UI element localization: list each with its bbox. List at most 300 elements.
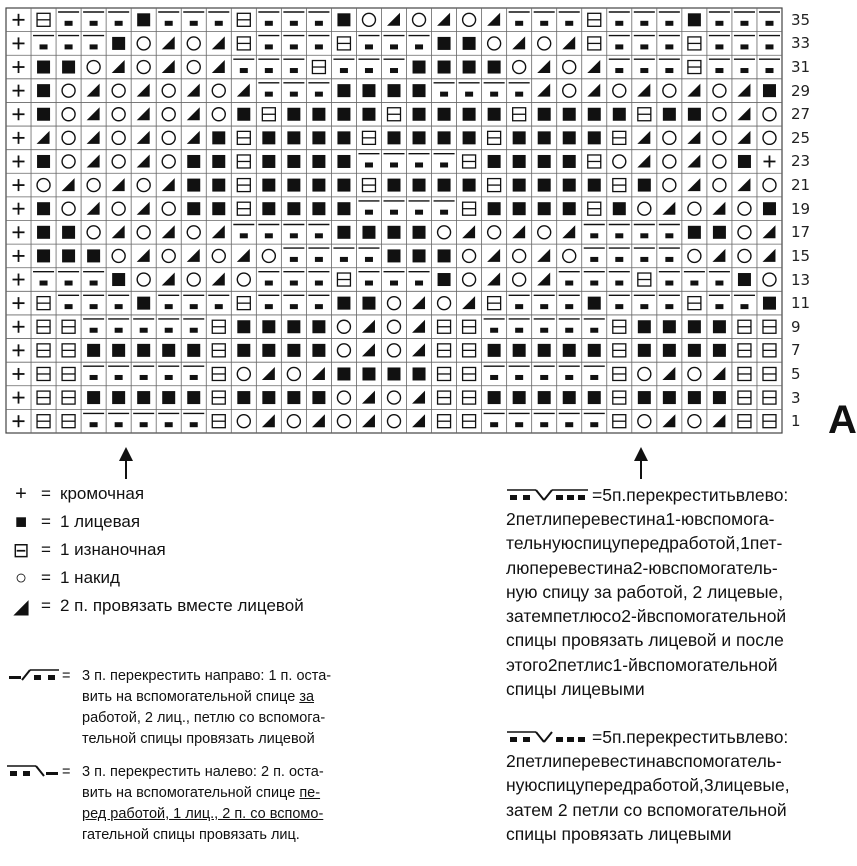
purl-stitch-icon xyxy=(463,202,476,215)
knit-stitch-icon xyxy=(663,344,676,357)
yarn-over-icon xyxy=(388,320,401,333)
knit-stitch-icon xyxy=(37,155,50,168)
knit-stitch-icon xyxy=(388,179,401,192)
knit-stitch-icon xyxy=(262,131,275,144)
yarn-over-icon xyxy=(337,344,350,357)
yarn-over-icon xyxy=(513,61,526,74)
knit-stitch-icon xyxy=(438,249,451,262)
knit-stitch-icon xyxy=(438,131,451,144)
purl-stitch-icon xyxy=(488,179,501,192)
knit-stitch-icon xyxy=(237,391,250,404)
knit-stitch-icon xyxy=(237,320,250,333)
yarn-over-icon xyxy=(688,202,701,215)
yarn-over-icon xyxy=(162,108,175,121)
right-cross-symbol-icon xyxy=(8,668,60,682)
knit-stitch-icon xyxy=(362,367,375,380)
knit-stitch-icon xyxy=(538,344,551,357)
row-number: 21 xyxy=(791,176,811,195)
legend-text: 1 накид xyxy=(60,568,120,587)
legend-text: 2 п. провязать вместе лицевой xyxy=(60,596,304,615)
yarn-over-icon xyxy=(187,61,200,74)
yarn-over-icon xyxy=(713,131,726,144)
knit-stitch-icon xyxy=(337,108,350,121)
yarn-over-icon xyxy=(663,131,676,144)
purl-stitch-icon xyxy=(37,415,50,428)
yarn-over-icon xyxy=(212,249,225,262)
purl-stitch-icon xyxy=(613,391,626,404)
knit-stitch-icon xyxy=(187,391,200,404)
yarn-over-icon xyxy=(87,226,100,239)
yarn-over-icon xyxy=(438,297,451,310)
knit-stitch-icon xyxy=(513,344,526,357)
knit-stitch-icon xyxy=(388,84,401,97)
purl-stitch-icon xyxy=(688,297,701,310)
knit-stitch-icon xyxy=(563,155,576,168)
left-cross-line-1: 3 п. перекрестить налево: 2 п. оста- xyxy=(82,764,324,780)
knit-stitch-icon xyxy=(488,202,501,215)
knit-stitch-icon xyxy=(738,155,751,168)
knit-stitch-icon xyxy=(463,108,476,121)
knit-stitch-icon xyxy=(588,131,601,144)
knit-stitch-icon xyxy=(388,226,401,239)
knit-stitch-icon xyxy=(112,344,125,357)
yarn-over-icon xyxy=(713,84,726,97)
purl-stitch-icon xyxy=(763,320,776,333)
knit-stitch-icon xyxy=(713,320,726,333)
purl-stitch-icon xyxy=(237,202,250,215)
yarn-over-icon xyxy=(212,108,225,121)
row-number: 31 xyxy=(791,58,811,77)
purl-stitch-icon xyxy=(763,391,776,404)
knit-stitch-icon xyxy=(262,320,275,333)
right-cross-line-3: работой, 2 лиц., петлю со вспомога- xyxy=(82,710,326,726)
legend-symbol-icon: ⊟ xyxy=(12,539,30,562)
knit-stitch-icon xyxy=(312,108,325,121)
purl-stitch-icon xyxy=(262,108,275,121)
row-number: 29 xyxy=(791,81,811,100)
instruction-line: тельнуюспицупередработой,1пет- xyxy=(506,533,783,554)
yarn-over-icon xyxy=(388,415,401,428)
purl-stitch-icon xyxy=(37,13,50,26)
knit-stitch-icon xyxy=(62,249,75,262)
knit-stitch-icon xyxy=(563,202,576,215)
knit-stitch-icon xyxy=(438,108,451,121)
yarn-over-icon xyxy=(112,155,125,168)
knit-stitch-icon xyxy=(37,202,50,215)
purl-stitch-icon xyxy=(688,37,701,50)
knit-stitch-icon xyxy=(588,391,601,404)
purl-stitch-icon xyxy=(438,320,451,333)
yarn-over-icon xyxy=(763,108,776,121)
yarn-over-icon xyxy=(563,84,576,97)
yarn-over-icon xyxy=(688,249,701,262)
left-cross-line-3: ред работой, 1 лиц., 2 п. со вспомо- xyxy=(82,806,324,822)
yarn-over-icon xyxy=(62,84,75,97)
knit-stitch-icon xyxy=(538,155,551,168)
knit-stitch-icon xyxy=(463,37,476,50)
knit-stitch-icon xyxy=(162,344,175,357)
yarn-over-icon xyxy=(362,13,375,26)
knit-stitch-icon xyxy=(87,344,100,357)
yarn-over-icon xyxy=(162,131,175,144)
instruction-line: нуюспицупередработой,3лицевые, xyxy=(506,775,790,796)
knit-stitch-icon xyxy=(538,108,551,121)
knit-stitch-icon xyxy=(187,155,200,168)
row-number: 15 xyxy=(791,246,811,265)
purl-stitch-icon xyxy=(763,415,776,428)
yarn-over-icon xyxy=(613,155,626,168)
yarn-over-icon xyxy=(688,367,701,380)
yarn-over-icon xyxy=(212,84,225,97)
legend-item xyxy=(10,538,166,562)
yarn-over-icon xyxy=(87,179,100,192)
knit-stitch-icon xyxy=(488,391,501,404)
purl-stitch-icon xyxy=(513,108,526,121)
knit-stitch-icon xyxy=(187,344,200,357)
knit-stitch-icon xyxy=(588,297,601,310)
legend-symbol-icon: ■ xyxy=(14,510,28,533)
instruction-line: этого2петлис1-йвспомогательной xyxy=(506,654,778,675)
knit-stitch-icon xyxy=(237,108,250,121)
knit-stitch-icon xyxy=(62,226,75,239)
knit-stitch-icon xyxy=(287,344,300,357)
purl-stitch-icon xyxy=(588,202,601,215)
purl-stitch-icon xyxy=(688,61,701,74)
purl-stitch-icon xyxy=(388,108,401,121)
yarn-over-icon xyxy=(513,273,526,286)
left-cross-line-4: гательной спицы провязать лиц. xyxy=(82,827,300,843)
purl-stitch-icon xyxy=(738,415,751,428)
chart-label-a: A xyxy=(828,398,857,442)
knit-stitch-icon xyxy=(638,320,651,333)
knit-stitch-icon xyxy=(413,108,426,121)
knit-stitch-icon xyxy=(137,13,150,26)
purl-stitch-icon xyxy=(438,391,451,404)
purl-stitch-icon xyxy=(212,320,225,333)
instruction-line: ную спицу за работой, 2 лицевые, xyxy=(506,581,784,602)
purl-stitch-icon xyxy=(738,344,751,357)
yarn-over-icon xyxy=(663,179,676,192)
knit-stitch-icon xyxy=(413,61,426,74)
knit-stitch-icon xyxy=(763,297,776,310)
knit-stitch-icon xyxy=(212,155,225,168)
knit-stitch-icon xyxy=(37,84,50,97)
yarn-over-icon xyxy=(112,202,125,215)
purl-stitch-icon xyxy=(62,415,75,428)
purl-stitch-icon xyxy=(588,37,601,50)
purl-stitch-icon xyxy=(62,391,75,404)
purl-stitch-icon xyxy=(738,320,751,333)
yarn-over-icon xyxy=(738,249,751,262)
knit-stitch-icon xyxy=(137,297,150,310)
purl-stitch-icon xyxy=(638,273,651,286)
purl-stitch-icon xyxy=(237,155,250,168)
row-number: 13 xyxy=(791,270,811,289)
knit-stitch-icon xyxy=(212,202,225,215)
knit-stitch-icon xyxy=(663,108,676,121)
knit-stitch-icon xyxy=(388,367,401,380)
purl-stitch-icon xyxy=(212,367,225,380)
instruction-line: 2петлиперевестина1-ювспомога- xyxy=(506,509,775,529)
row-number: 35 xyxy=(791,10,811,29)
instruction-line: затем 2 петли со вспомогательной xyxy=(506,799,787,820)
knit-stitch-icon xyxy=(688,320,701,333)
yarn-over-icon xyxy=(688,415,701,428)
yarn-over-icon xyxy=(237,415,250,428)
knit-stitch-icon xyxy=(563,391,576,404)
knit-stitch-icon xyxy=(312,179,325,192)
purl-stitch-icon xyxy=(37,367,50,380)
yarn-over-icon xyxy=(463,249,476,262)
yarn-over-icon xyxy=(763,273,776,286)
purl-stitch-icon xyxy=(37,320,50,333)
yarn-over-icon xyxy=(763,179,776,192)
yarn-over-icon xyxy=(162,249,175,262)
legend-symbol-icon: ○ xyxy=(14,566,28,589)
knit-stitch-icon xyxy=(37,249,50,262)
legend-item xyxy=(10,510,140,534)
legend-symbol-icon: ◢ xyxy=(13,595,29,618)
yarn-over-icon xyxy=(713,179,726,192)
purl-stitch-icon xyxy=(237,179,250,192)
row-number: 25 xyxy=(791,128,811,147)
yarn-over-icon xyxy=(112,249,125,262)
yarn-over-icon xyxy=(488,37,501,50)
knit-stitch-icon xyxy=(262,155,275,168)
right-cross-eq: = xyxy=(62,668,71,684)
knit-stitch-icon xyxy=(312,391,325,404)
legend-item xyxy=(10,566,120,590)
knit-stitch-icon xyxy=(513,179,526,192)
yarn-over-icon xyxy=(337,391,350,404)
yarn-over-icon xyxy=(137,37,150,50)
five-stitch-cross-1-text xyxy=(506,507,846,701)
purl-stitch-icon xyxy=(37,391,50,404)
knit-stitch-icon xyxy=(87,249,100,262)
yarn-over-icon xyxy=(187,273,200,286)
purl-stitch-icon xyxy=(763,367,776,380)
yarn-over-icon xyxy=(337,320,350,333)
knit-stitch-icon xyxy=(488,155,501,168)
yarn-over-icon xyxy=(262,249,275,262)
knit-stitch-icon xyxy=(563,344,576,357)
knit-stitch-icon xyxy=(438,179,451,192)
purl-stitch-icon xyxy=(763,344,776,357)
right-cross-line-1: 3 п. перекрестить направо: 1 п. оста- xyxy=(82,668,332,684)
knit-stitch-icon xyxy=(337,179,350,192)
knit-stitch-icon xyxy=(538,202,551,215)
yarn-over-icon xyxy=(563,61,576,74)
yarn-over-icon xyxy=(112,131,125,144)
purl-stitch-icon xyxy=(438,415,451,428)
instruction-line: спицы провязать лицевой и после xyxy=(506,630,784,651)
knit-stitch-icon xyxy=(513,391,526,404)
yarn-over-icon xyxy=(187,226,200,239)
yarn-over-icon xyxy=(337,415,350,428)
knit-stitch-icon xyxy=(362,297,375,310)
knit-stitch-icon xyxy=(312,131,325,144)
knit-stitch-icon xyxy=(663,320,676,333)
purl-stitch-icon xyxy=(463,155,476,168)
purl-stitch-icon xyxy=(62,344,75,357)
legend-item xyxy=(10,482,144,506)
purl-stitch-icon xyxy=(237,131,250,144)
knit-stitch-icon xyxy=(438,37,451,50)
purl-stitch-icon xyxy=(362,131,375,144)
knit-stitch-icon xyxy=(237,344,250,357)
yarn-over-icon xyxy=(713,108,726,121)
knit-stitch-icon xyxy=(287,131,300,144)
knit-stitch-icon xyxy=(337,84,350,97)
knit-stitch-icon xyxy=(37,61,50,74)
yarn-over-icon xyxy=(62,202,75,215)
knit-stitch-icon xyxy=(413,226,426,239)
yarn-over-icon xyxy=(638,202,651,215)
knit-stitch-icon xyxy=(337,13,350,26)
yarn-over-icon xyxy=(62,155,75,168)
knit-stitch-icon xyxy=(137,391,150,404)
purl-stitch-icon xyxy=(62,320,75,333)
knit-stitch-icon xyxy=(262,179,275,192)
knit-stitch-icon xyxy=(413,249,426,262)
row-number: 3 xyxy=(791,388,801,407)
knit-stitch-icon xyxy=(337,155,350,168)
purl-stitch-icon xyxy=(463,415,476,428)
purl-stitch-icon xyxy=(588,155,601,168)
knit-stitch-icon xyxy=(463,61,476,74)
knit-stitch-icon xyxy=(638,179,651,192)
knit-stitch-icon xyxy=(287,320,300,333)
legend-text: 1 изнаночная xyxy=(60,540,166,559)
right-cross-line-4: тельной спицы провязать лицевой xyxy=(82,731,315,747)
yarn-over-icon xyxy=(663,84,676,97)
legend-eq: = xyxy=(41,484,51,503)
yarn-over-icon xyxy=(137,273,150,286)
row-number: 1 xyxy=(791,412,801,431)
knit-stitch-icon xyxy=(538,391,551,404)
purl-stitch-icon xyxy=(463,367,476,380)
knit-stitch-icon xyxy=(287,179,300,192)
row-number: 5 xyxy=(791,364,801,383)
yarn-over-icon xyxy=(563,249,576,262)
instruction-line: люперевестина2-ювспомогатель- xyxy=(506,557,778,578)
knit-stitch-icon xyxy=(287,108,300,121)
purl-stitch-icon xyxy=(738,391,751,404)
knit-stitch-icon xyxy=(337,367,350,380)
knit-stitch-icon xyxy=(488,61,501,74)
yarn-over-icon xyxy=(162,155,175,168)
knit-stitch-icon xyxy=(688,108,701,121)
yarn-over-icon xyxy=(713,155,726,168)
legend-eq: = xyxy=(41,512,51,531)
yarn-over-icon xyxy=(137,61,150,74)
yarn-over-icon xyxy=(112,84,125,97)
yarn-over-icon xyxy=(237,367,250,380)
knit-stitch-icon xyxy=(37,108,50,121)
row-number: 7 xyxy=(791,341,801,360)
legend-eq: = xyxy=(41,596,51,615)
right-cross-line-2: вить на вспомогательной спице xyxy=(82,689,296,705)
yarn-over-icon xyxy=(62,108,75,121)
yarn-over-icon xyxy=(137,179,150,192)
knit-stitch-icon xyxy=(337,297,350,310)
knit-stitch-icon xyxy=(413,84,426,97)
knit-stitch-icon xyxy=(212,179,225,192)
instruction-line: спицы провязать лицевыми xyxy=(506,823,732,844)
row-number: 33 xyxy=(791,34,811,53)
yarn-over-icon xyxy=(738,202,751,215)
knit-stitch-icon xyxy=(187,179,200,192)
legend-eq: = xyxy=(41,540,51,559)
yarn-over-icon xyxy=(413,13,426,26)
purl-stitch-icon xyxy=(638,108,651,121)
purl-stitch-icon xyxy=(237,37,250,50)
purl-stitch-icon xyxy=(237,297,250,310)
row-number: 9 xyxy=(791,317,801,336)
yarn-over-icon xyxy=(388,297,401,310)
knit-stitch-icon xyxy=(763,202,776,215)
knit-stitch-icon xyxy=(563,131,576,144)
knit-stitch-icon xyxy=(287,391,300,404)
purl-stitch-icon xyxy=(463,320,476,333)
knit-stitch-icon xyxy=(713,391,726,404)
knit-stitch-icon xyxy=(663,391,676,404)
yarn-over-icon xyxy=(162,84,175,97)
purl-stitch-icon xyxy=(212,391,225,404)
instruction-line: затемпетлюсо2-йвспомогательной xyxy=(506,606,787,627)
left-cross-underlined: пе- xyxy=(299,785,321,801)
purl-stitch-icon xyxy=(738,367,751,380)
knit-stitch-icon xyxy=(262,202,275,215)
knit-stitch-icon xyxy=(362,226,375,239)
five-stitch-cross-1-icon xyxy=(506,488,590,502)
knit-stitch-icon xyxy=(112,273,125,286)
row-number: 17 xyxy=(791,223,811,242)
yarn-over-icon xyxy=(638,367,651,380)
yarn-over-icon xyxy=(463,273,476,286)
knit-stitch-icon xyxy=(212,131,225,144)
yarn-over-icon xyxy=(763,131,776,144)
purl-stitch-icon xyxy=(463,391,476,404)
knit-stitch-icon xyxy=(638,344,651,357)
knit-stitch-icon xyxy=(362,108,375,121)
yarn-over-icon xyxy=(663,155,676,168)
knit-stitch-icon xyxy=(337,131,350,144)
knit-stitch-icon xyxy=(513,131,526,144)
five-stitch-cross-2-text xyxy=(506,749,846,846)
legend-eq: = xyxy=(41,568,51,587)
yarn-over-icon xyxy=(287,415,300,428)
purl-stitch-icon xyxy=(337,37,350,50)
legend-item xyxy=(10,594,304,618)
yarn-over-icon xyxy=(638,415,651,428)
knit-stitch-icon xyxy=(37,226,50,239)
knit-stitch-icon xyxy=(287,155,300,168)
knit-stitch-icon xyxy=(588,108,601,121)
knit-stitch-icon xyxy=(262,344,275,357)
knit-stitch-icon xyxy=(287,202,300,215)
yarn-over-icon xyxy=(438,226,451,239)
knit-stitch-icon xyxy=(438,273,451,286)
five-stitch-cross-2-icon xyxy=(506,730,590,744)
yarn-over-icon xyxy=(237,273,250,286)
knit-stitch-icon xyxy=(87,391,100,404)
left-cross-symbol-icon xyxy=(6,764,60,778)
knit-stitch-icon xyxy=(463,131,476,144)
knit-stitch-icon xyxy=(588,344,601,357)
purl-stitch-icon xyxy=(463,344,476,357)
knit-stitch-icon xyxy=(688,391,701,404)
